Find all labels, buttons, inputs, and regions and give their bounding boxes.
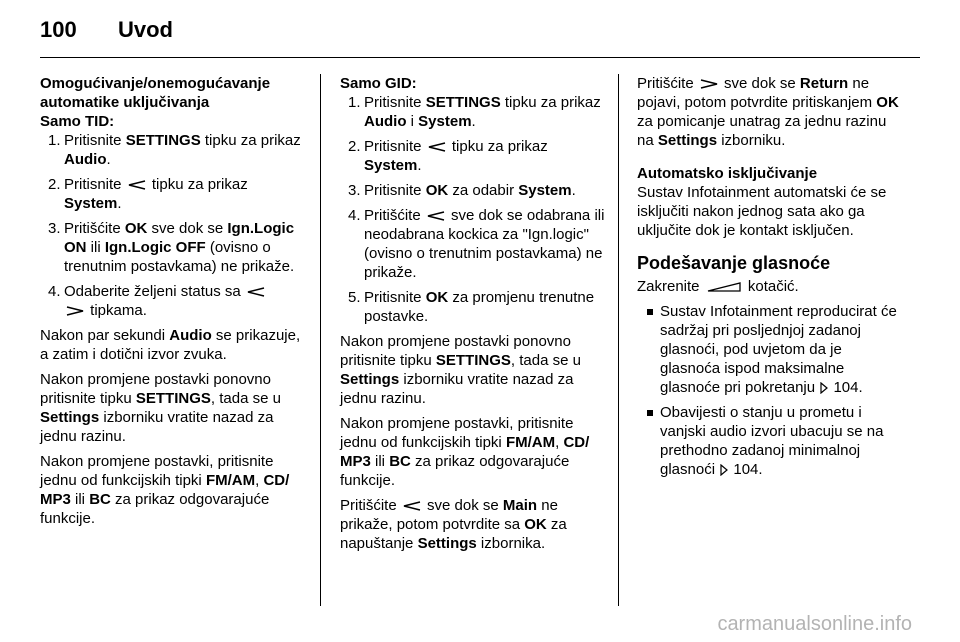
list-item: 1. Pritisnite SETTINGS tipku za prikaz Audio. — [48, 132, 301, 168]
arrow-left-icon — [128, 180, 146, 190]
page-title: Uvod — [118, 17, 173, 42]
gid-steps — [340, 93, 608, 326]
bullet-square-icon — [647, 410, 653, 416]
column-divider — [618, 74, 619, 606]
column-1 — [40, 74, 305, 534]
paragraph: Nakon promjene postavki, pritisnite jednu od funkcijskih tipki FM/AM, CD/ MP3 ili BC za prikaz odgovarajuće funkcije. — [40, 453, 290, 527]
watermark: carmanualsonline.info — [717, 613, 912, 635]
column-divider — [320, 74, 321, 606]
list-item: 1. Pritisnite SETTINGS tipku za prikaz Audio i System. — [348, 94, 601, 130]
page-number: 100 — [40, 17, 77, 42]
auto-off-heading: Automatsko isključivanje — [637, 165, 818, 182]
volume-heading: Podešavanje glasnoće — [637, 253, 831, 273]
arrow-left-icon — [247, 287, 265, 297]
list-item: 2. Pritisnite tipku za prikaz System. — [48, 176, 248, 212]
section-heading: Omogućivanje/onemogućavanje automatike uključivanja — [40, 75, 271, 111]
list-item: 5. Pritisnite OK za promjenu trenutne postavke. — [348, 289, 595, 325]
volume-bullets — [637, 302, 902, 479]
column-3 — [637, 74, 902, 485]
page-header — [40, 17, 173, 43]
tid-label: Samo TID: — [40, 113, 115, 130]
paragraph: Pritišćite sve dok se Return ne pojavi, potom potvrdite pritiskanjem OK za pomicanje unatrag za jednu razinu na Settings izborniku. — [637, 75, 899, 149]
list-item: 3. Pritišćite OK sve dok se Ign.Logic ON ili Ign.Logic OFF (ovisno o trenutnim postavkama) ne prikaže. — [48, 220, 295, 275]
list-item: 2. Pritisnite tipku za prikaz System. — [348, 138, 548, 174]
paragraph: Nakon promjene postavki, pritisnite jednu od funkcijskih tipki FM/AM, CD/ MP3 ili BC za prikaz odgovarajuće funkcije. — [340, 415, 590, 489]
arrow-right-icon — [700, 79, 718, 89]
tid-steps — [40, 131, 305, 320]
column-2 — [340, 74, 608, 559]
list-item: Obavijesti o stanju u prometu i vanjski audio izvori ubacuju se na prethodno zadanoj minimalnoj glasnoći 104. — [637, 403, 902, 479]
paragraph: Nakon par sekundi Audio se prikazuje, a zatim i dotični izvor zvuka. — [40, 327, 301, 363]
header-rule — [40, 57, 920, 58]
list-item: 3. Pritisnite OK za odabir System. — [348, 182, 576, 199]
arrow-left-icon — [403, 501, 421, 511]
paragraph: Nakon promjene postavki ponovno pritisnite tipku SETTINGS, tada se u Settings izborniku vratite nazad za jednu razinu. — [40, 371, 281, 445]
arrow-left-icon — [427, 211, 445, 221]
arrow-left-icon — [428, 142, 446, 152]
volume-knob-icon — [706, 281, 742, 293]
paragraph: Nakon promjene postavki ponovno pritisnite tipku SETTINGS, tada se u Settings izborniku vratite nazad za jednu razinu. — [340, 333, 581, 407]
gid-label: Samo GID: — [340, 75, 417, 92]
page-ref-icon — [819, 382, 829, 394]
bullet-square-icon — [647, 309, 653, 315]
paragraph: Zakrenite kotačić. — [637, 278, 799, 295]
list-item: 4. Odaberite željeni status sa tipkama. — [40, 282, 305, 320]
list-item: 4. Pritišćite sve dok se odabrana ili neodabrana kockica za "Ign.logic" (ovisno o trenutnim postavkama) ne prikaže. — [348, 207, 605, 281]
page-ref-icon — [719, 464, 729, 476]
paragraph: Pritišćite sve dok se Main ne prikaže, potom potvrdite sa OK za napuštanje Settings izbornika. — [340, 497, 567, 552]
arrow-right-icon — [66, 306, 84, 316]
list-item: Sustav Infotainment reproducirat će sadržaj pri posljednjoj zadanoj glasnoći, pod uvjetom da je glasnoća ispod maksimalne glasnoće pri pokretanju 104. — [637, 302, 902, 397]
paragraph: Sustav Infotainment automatski će se isključiti nakon jednog sata ako ga uključite dok je kontakt isključen. — [637, 184, 887, 239]
